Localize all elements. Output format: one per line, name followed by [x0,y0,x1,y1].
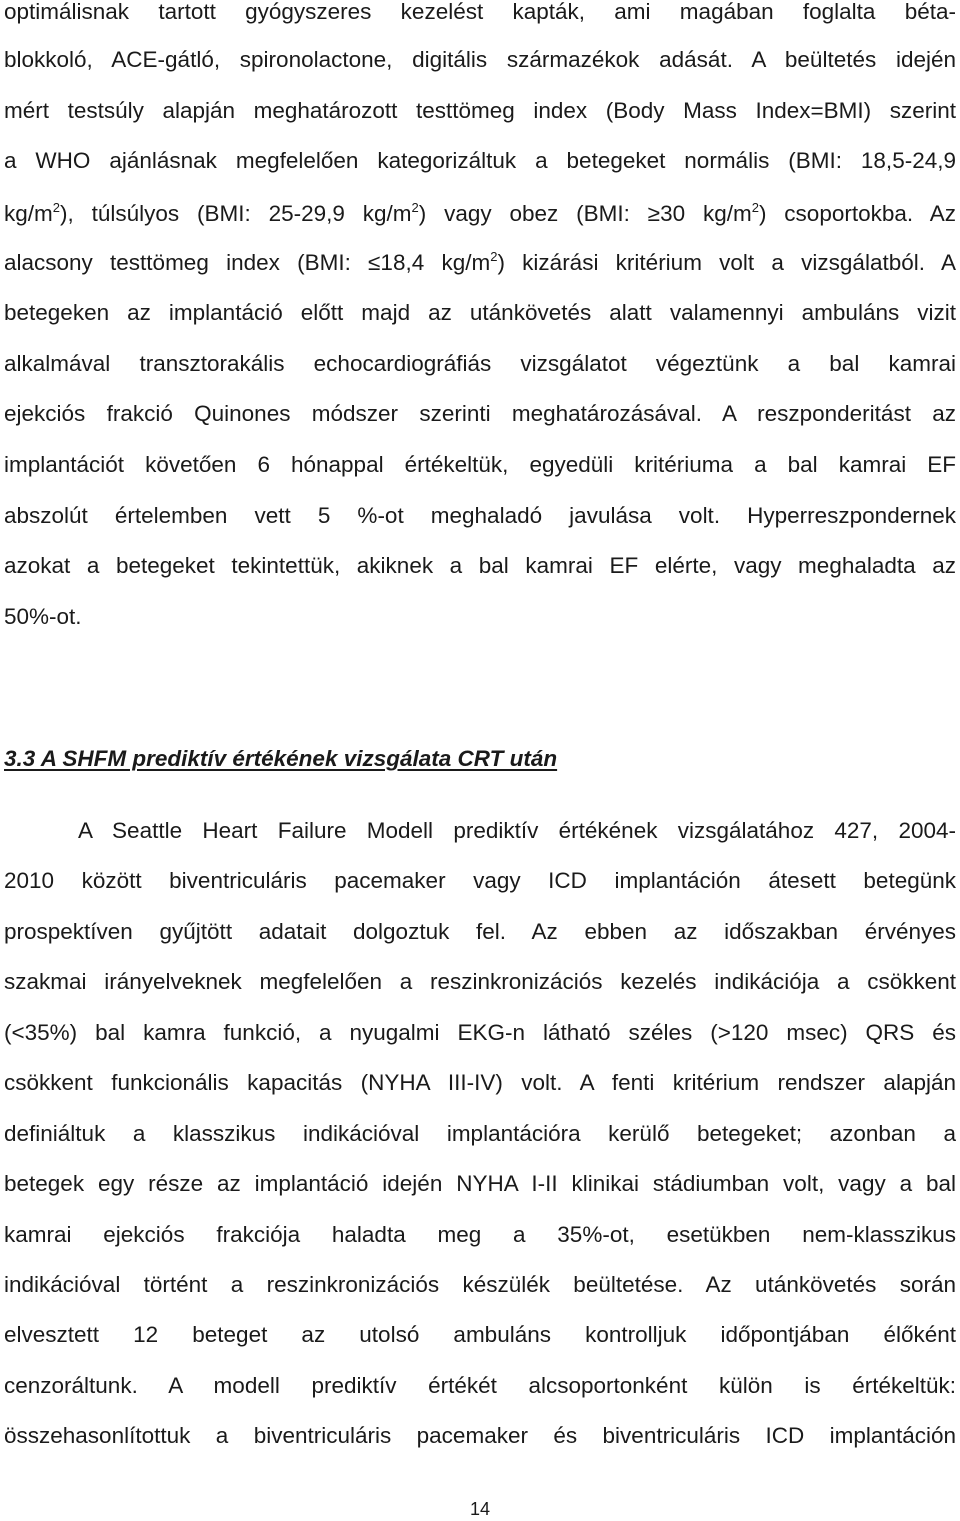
bmi-normal-unit: kg/m [4,201,53,226]
paragraph1-line12: azokat a betegeket tekintettük, akiknek a bal kamrai EF elérte, vagy meghaladta az [4,553,956,578]
paragraph1-line9: ejekciós frakció Quinones módszer szerinti meghatározásával. A reszponderitást az [4,401,956,426]
superscript: 2 [52,200,60,215]
superscript: 2 [751,200,759,215]
bmi-groups-text: ) csoportokba. Az [758,201,956,226]
paragraph2-line12: cenzoráltunk. A modell prediktív értékét alcsoportonként külön is értékeltük: [4,1373,956,1398]
paragraph2-line2: 2010 között biventriculáris pacemaker vagy ICD implantáción átesett betegünk [4,868,956,893]
paragraph1-line13: 50%-ot. [4,604,82,629]
paragraph1-line3: mért testsúly alapján meghatározott testtömeg index (Body Mass Index=BMI) szerint [4,98,956,123]
paragraph1-line1: optimálisnak tartott gyógyszeres kezelést kapták, ami magában foglalta béta- [4,0,956,24]
paragraph2-line11: elvesztett 12 beteget az utolsó ambuláns kontrolljuk időpontjában élőként [4,1322,956,1347]
paragraph1-line5 [4,199,956,229]
section-heading: 3.3 A SHFM prediktív értékének vizsgálata CRT után [4,746,558,771]
paragraph2-line9: kamrai ejekciós frakciója haladta meg a 35%-ot, esetükben nem-klasszikus [4,1222,956,1247]
paragraph2-line5: (<35%) bal kamra funkció, a nyugalmi EKG-n látható széles (>120 msec) QRS és [4,1020,956,1045]
paragraph2-line8: betegek egy része az implantáció idején NYHA I-II klinikai stádiumban volt, vagy a bal [4,1171,956,1196]
paragraph1-line4: a WHO ajánlásnak megfelelően kategorizáltuk a betegeket normális (BMI: 18,5-24,9 [4,148,956,173]
paragraph1-line11: abszolút értelemben vett 5 %-ot meghaladó javulása volt. Hyperreszpondernek [4,503,956,528]
page-number: 14 [469,1499,491,1519]
bmi-overweight-text: ), túlsúlyos (BMI: 25-29,9 kg/m [60,201,412,226]
paragraph2-line1: A Seattle Heart Failure Modell prediktív értékének vizsgálatához 427, 2004- [78,818,956,843]
paragraph2-line7: definiáltuk a klasszikus indikációval implantációra kerülő betegeket; azonban a [4,1121,956,1146]
paragraph2-line4: szakmai irányelveknek megfelelően a reszinkronizációs kezelés indikációja a csökkent [4,969,956,994]
bmi-low-text: alacsony testtömeg index (BMI: ≤18,4 kg/m [4,250,491,275]
paragraph1-line6 [4,248,956,278]
exclusion-text: ) kizárási kritérium volt a vizsgálatból. A [497,250,956,275]
superscript: 2 [490,249,498,264]
paragraph2-line6: csökkent funkcionális kapacitás (NYHA III-IV) volt. A fenti kritérium rendszer alapján [4,1070,956,1095]
superscript: 2 [411,200,419,215]
paragraph2-line3: prospektíven gyűjtött adatait dolgoztuk fel. Az ebben az időszakban érvényes [4,919,956,944]
paragraph1-line2: blokkoló, ACE-gátló, spironolactone, digitális származékok adását. A beültetés idején [4,47,956,72]
paragraph2-line13: összehasonlítottuk a biventriculáris pacemaker és biventriculáris ICD implantáción [4,1423,956,1448]
bmi-obese-text: ) vagy obez (BMI: ≥30 kg/m [418,201,752,226]
paragraph2-line10: indikációval történt a reszinkronizációs készülék beültetése. Az utánkövetés során [4,1272,956,1297]
paragraph1-line7: betegeken az implantáció előtt majd az utánkövetés alatt valamennyi ambuláns vizit [4,300,956,325]
paragraph1-line10: implantációt követően 6 hónappal értékeltük, egyedüli kritériuma a bal kamrai EF [4,452,956,477]
paragraph1-line8: alkalmával transztorakális echocardiográfiás vizsgálatot végeztünk a bal kamrai [4,351,956,376]
